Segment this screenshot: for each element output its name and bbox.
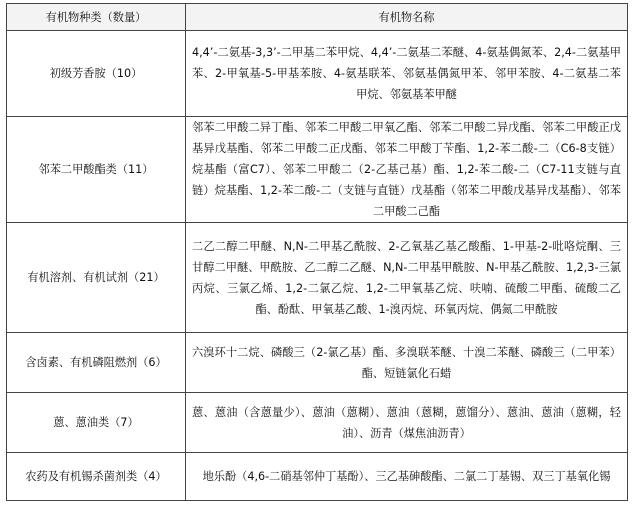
table-row (7, 223, 628, 333)
table-header-row (7, 4, 628, 31)
chemical-category-table (6, 3, 628, 501)
row-names: 蒽、蒽油（含蒽量少）、蒽油（蒽糊）、蒽油（蒽糊，蒽馏分）、蒽油、蒽油（蒽糊，轻油）、沥青（煤焦油沥青） (186, 393, 628, 453)
row-names: 六溴环十二烷、磷酸三（2-氯乙基）酯、多溴联苯醚、十溴二苯醚、磷酸三（二甲苯）酯、短链氯化石蜡 (186, 333, 628, 393)
table-row (7, 453, 628, 501)
table-row (7, 117, 628, 223)
row-category: 蒽、蒽油类（7） (7, 393, 186, 453)
row-names: 地乐酚（4,6-二硝基邻仲丁基酚）、三乙基砷酸酯、二氯二丁基锡、双三丁基氧化锡 (186, 453, 628, 501)
table-row (7, 333, 628, 393)
row-names: 二乙二醇二甲醚、N,N-二甲基乙酰胺、2-乙氧基乙基乙酸酯、1-甲基-2-吡咯烷酮、三甘醇二甲醚、甲酰胺、乙二醇二乙醚、N,N-二甲基甲酰胺、N-甲基乙酰胺、1,2,3-三氯丙烷、三氯乙烯、1,2-二氯乙烷、1,2-二甲氧基乙烷、呋喃、硫酸二甲酯、硫酸二乙酯、酚酞、甲氧基乙酸、1-溴丙烷、环氧丙烷、偶氮二甲酰胺 (186, 223, 628, 333)
header-names: 有机物名称 (186, 4, 628, 31)
row-category: 农药及有机锡杀菌剂类（4） (7, 453, 186, 501)
row-category: 含卤素、有机磷阻燃剂（6） (7, 333, 186, 393)
table-row (7, 31, 628, 117)
table-row (7, 393, 628, 453)
row-names: 4,4’-二氨基-3,3’-二甲基二苯甲烷、4,4’-二氨基二苯醚、4-氨基偶氮苯、2,4-二氨基甲苯、2-甲氧基-5-甲基苯胺、4-氨基联苯、邻氨基偶氮甲苯、邻甲苯胺、4-二氨基二苯甲烷、邻氨基苯甲醚 (186, 31, 628, 117)
row-category: 初级芳香胺（10） (7, 31, 186, 117)
row-category: 邻苯二甲酸酯类（11） (7, 117, 186, 223)
row-names: 邻苯二甲酸二异丁酯、邻苯二甲酸二甲氧乙酯、邻苯二甲酸二异戊酯、邻苯二甲酸正戊基异戊基酯、邻苯二甲酸二正戊酯、邻苯二甲酸丁苄酯、1,2-苯二酸-二（C6-8支链）烷基酯（富C7）、邻苯二甲酸二（2-乙基己基）酯、1,2-苯二酸-二（C7-11支链与直链）烷基酯、1,2-苯二酸-二（支链与直链）戊基酯（邻苯二甲酸戊基异戊基酯）、邻苯二甲酸二己酯 (186, 117, 628, 223)
header-category: 有机物种类（数量） (7, 4, 186, 31)
row-category: 有机溶剂、有机试剂（21） (7, 223, 186, 333)
